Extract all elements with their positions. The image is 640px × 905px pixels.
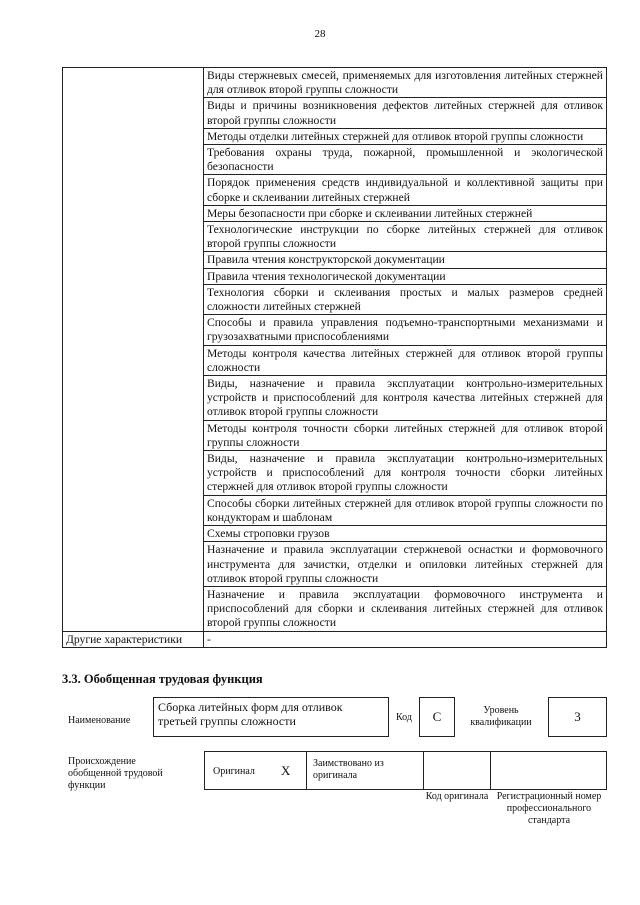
knowledge-item: Технологические инструкции по сборке литейных стержней для отливок второй группы сложности (204, 222, 607, 252)
left-label-cell (63, 68, 204, 632)
knowledge-item: Методы отделки литейных стержней для отливок второй группы сложности (204, 128, 607, 144)
knowledge-item: Методы контроля точности сборки литейных стержней для отливок второй группы сложности (204, 420, 607, 450)
code-label: Код (396, 712, 412, 723)
knowledge-item: Виды и причины возникновения дефектов литейных стержней для отливок второй группы сложности (204, 98, 607, 128)
knowledge-table (62, 67, 607, 648)
name-value (153, 697, 389, 737)
original-label: Оригинал (213, 766, 255, 777)
knowledge-item: Правила чтения технологической документации (204, 268, 607, 284)
knowledge-item: Назначение и правила эксплуатации формовочного инструмента и приспособлений для сборки и склеивания литейных стержней для отливок второй группы сложности (204, 586, 607, 631)
level-value: 3 (548, 697, 607, 737)
knowledge-item: Виды стержневых смесей, применяемых для изготовления литейных стержней для отливок второй группы сложности (204, 68, 607, 98)
knowledge-item: Способы и правила управления подъемно-транспортными механизмами и грузозахватными приспособлениями (204, 315, 607, 345)
level-label: Уровень квалификации (470, 705, 532, 728)
knowledge-item: Меры безопасности при сборке и склеивании литейных стержней (204, 205, 607, 221)
reg-number-caption: Регистрационный номер профессионального стандарта (496, 791, 602, 826)
table-row-other (63, 631, 607, 647)
origin-label: Происхождение обобщенной трудовой функции (68, 756, 163, 791)
other-characteristics-label: Другие характеристики (63, 631, 204, 647)
knowledge-item: Методы контроля качества литейных стержней для отливок второй группы сложности (204, 345, 607, 375)
knowledge-item: Порядок применения средств индивидуальной и коллективной защиты при сборке и склеивании литейных стержней (204, 175, 607, 205)
original-cell (204, 751, 307, 790)
borrowed-cell (306, 751, 424, 790)
knowledge-item: Технология сборки и склеивания простых и малых размеров средней сложности литейных стержней (204, 284, 607, 314)
borrowed-label: Заимствовано из оригинала (313, 758, 384, 781)
code-original-cell (423, 751, 491, 790)
knowledge-item: Виды, назначение и правила эксплуатации контрольно-измерительных устройств и приспособлений для контроля качества литейных стержней для отливок второй группы сложности (204, 376, 607, 421)
table-row (63, 68, 607, 98)
code-value: C (419, 697, 455, 737)
knowledge-item: Назначение и правила эксплуатации стержневой оснастки и формовочного инструмента для зачистки, отделки и опиловки литейных стержней для отливок второй группы сложности (204, 542, 607, 587)
reg-number-cell (490, 751, 607, 790)
other-characteristics-value: - (204, 631, 607, 647)
name-label: Наименование (68, 715, 131, 726)
knowledge-item: Способы сборки литейных стержней для отливок второй группы сложности по кондукторам и шаблонам (204, 495, 607, 525)
knowledge-item: Требования охраны труда, пожарной, промышленной и экологической безопасности (204, 145, 607, 175)
knowledge-item: Виды, назначение и правила эксплуатации контрольно-измерительных устройств и приспособлений для контроля точности сборки литейных стержней для отливок второй группы сложности (204, 451, 607, 496)
section-title: 3.3. Обобщенная трудовая функция (62, 672, 263, 686)
page-number: 28 (314, 28, 326, 40)
code-original-caption: Код оригинала (425, 791, 489, 802)
knowledge-item: Схемы строповки грузов (204, 526, 607, 542)
original-mark: X (281, 763, 291, 778)
name-value-text: Сборка литейных форм для отливок третьей группы сложности (158, 700, 343, 728)
knowledge-item: Правила чтения конструкторской документации (204, 252, 607, 268)
